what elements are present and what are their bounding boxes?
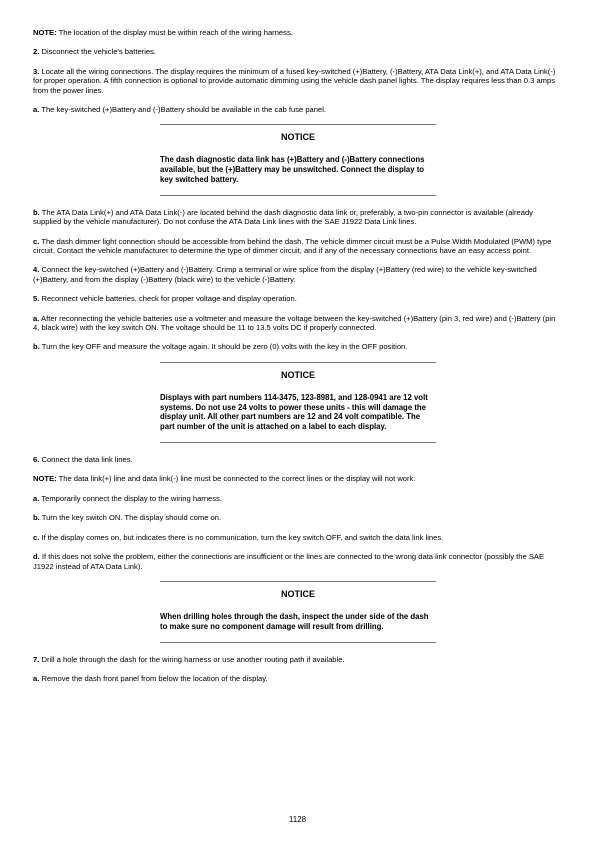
note-paragraph [33,28,561,37]
paragraph-text: Drill a hole through the dash for the wiring harness or use another routing path if available. [39,654,345,664]
page-number: 1128 [288,815,307,824]
note-paragraph [33,474,561,483]
paragraph-text: The key-switched (+)Battery and (-)Battery should be available in the cab fuse panel. [39,105,327,115]
step-6d-paragraph [33,552,561,571]
paragraph-text: After reconnecting the vehicle batteries use a voltmeter and measure the voltage between the key-switched (+)Battery (pin 3, red wire) and (-)Battery (pin 4, black wire) with the key switch ON. The voltage should be 11 to 13.5 volts DC if properly connected. [33,313,556,333]
step-5-paragraph [33,294,561,303]
step-label: a. [33,673,40,683]
paragraph-text: The ATA Data Link(+) and ATA Data Link(-) are located behind the dash diagnostic data link or, preferably, a two-pin connector is available (already supplied by the vehicle manufacturer). Do not confuse the ATA Data Link lines with the SAE J1922 Data Link lines. [33,207,533,227]
step-5a-paragraph [33,314,561,333]
notice-title: NOTICE [280,369,315,380]
paragraph-text: The dash dimmer light connection should be accessible from behind the dash. The vehicle dimmer circuit must be a Pulse Width Modulated (PWM) type circuit. Contact the vehicle manufacturer to determine the type of dimmer circuit, and if any of the necessary connections have an easy access point. [33,236,552,256]
step-3-paragraph [33,67,561,95]
step-label: 5. [33,294,40,304]
document-page [33,28,561,693]
step-3c-paragraph [33,237,561,256]
paragraph-text: The data link(+) line and data link(-) line must be connected to the correct lines or the display will not work. [56,474,416,484]
paragraph-text: If the display comes on, but indicates there is no communication, turn the key switch OFF, and switch the data link lines. [39,532,444,542]
note-label: NOTE: [33,474,57,484]
notice-box [160,124,436,195]
step-5b-paragraph [33,342,561,351]
paragraph-text: Locate all the wiring connections. The display requires the minimum of a fused key-switched (+)Battery, (-)Battery, ATA Data Link(+), and ATA Data Link(-) for proper operation. A fifth connection is optional to provide automatic dimming using the vehicle dash panel lights. The display requires less than 0.3 amps from the power lines. [33,66,556,95]
step-label: 7. [33,654,40,664]
step-6b-paragraph [33,513,561,522]
notice-body: The dash diagnostic data link has (+)Battery and (-)Battery connections available, but the (+)Battery may be unswitched. Connect the display to key switched battery. [160,155,425,185]
paragraph-text: Turn the key OFF and measure the voltage again. It should be zero (0) volts with the key in the OFF position. [39,342,408,352]
paragraph-text: Temporarily connect the display to the wiring harness. [39,493,222,503]
step-label: b. [33,342,40,352]
step-label: 2. [33,47,40,57]
step-3b-paragraph [33,208,561,227]
paragraph-text: The location of the display must be within reach of the wiring harness. [56,28,293,37]
notice-box [160,581,436,643]
paragraph-text: Disconnect the vehicle's batteries. [39,47,157,57]
step-6-paragraph [33,455,561,464]
step-label: a. [33,313,40,323]
step-label: 4. [33,265,40,275]
paragraph-text: Connect the key-switched (+)Battery and (-)Battery. Crimp a terminal or wire splice from the display (+)Battery (red wire) to the vehicle key-switched (+)Battery, and from the display (-)Battery (black wire) to the vehicle (-)Battery. [33,265,537,284]
step-4-paragraph [33,265,561,284]
paragraph-text: Remove the dash front panel from below the location of the display. [39,673,268,683]
step-2-paragraph [33,47,561,56]
step-label: 6. [33,455,40,465]
step-label: d. [33,552,40,562]
paragraph-text: Connect the data link lines. [39,455,133,465]
step-6a-paragraph [33,494,561,503]
note-label: NOTE: [33,28,57,37]
paragraph-text: Reconnect vehicle batteries, check for proper voltage and display operation. [39,294,297,304]
step-7-paragraph [33,655,561,664]
notice-box [160,362,436,443]
step-label: b. [33,513,40,523]
step-label: b. [33,207,40,217]
step-label: c. [33,532,40,542]
paragraph-text: If this does not solve the problem, either the connections are insufficient or the lines are connected to the wrong data link connector (possibly the SAE J1922 instead of ATA Data Link). [33,552,545,571]
notice-title: NOTICE [280,588,315,599]
step-6c-paragraph [33,533,561,542]
notice-body: When drilling holes through the dash, inspect the under side of the dash to make sure no component damage will result from drilling. [160,611,429,631]
step-7a-paragraph [33,674,561,683]
notice-body: Displays with part numbers 114-3475, 123-8981, and 128-0941 are 12 volt systems. Do not use 24 volts to power these units - this will damage the display unit. All other part numbers are 12 and 24 volt compatible. The part number of the unit is attached on a label to each display. [160,392,428,432]
step-label: a. [33,493,40,503]
step-label: 3. [33,66,40,76]
step-label: c. [33,236,40,246]
paragraph-text: Turn the key switch ON. The display should come on. [39,513,222,523]
step-3a-paragraph [33,105,561,114]
step-label: a. [33,105,40,115]
notice-title: NOTICE [280,132,315,143]
